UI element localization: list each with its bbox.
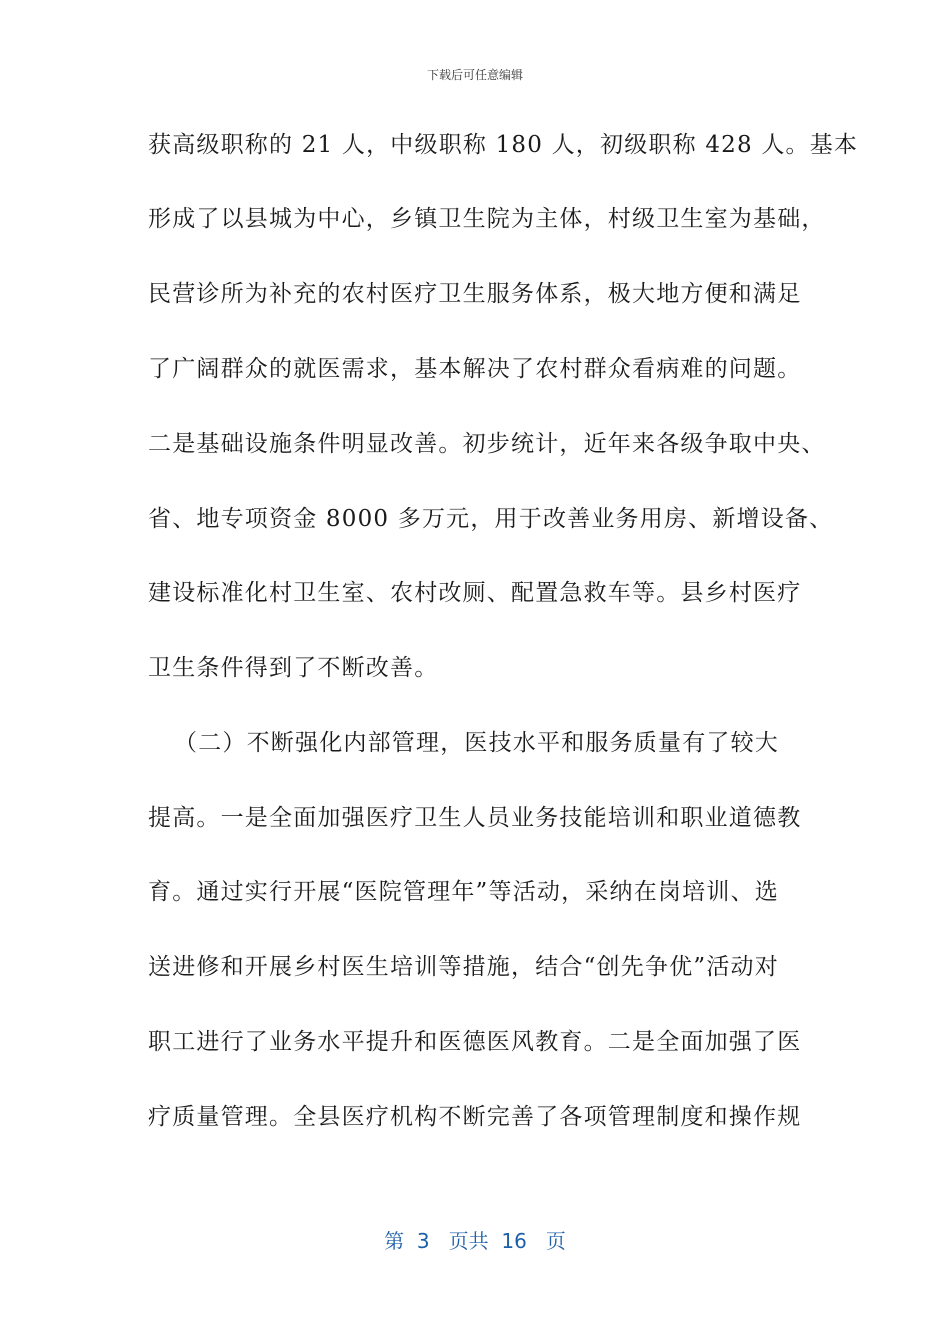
footer-middle: 页共 xyxy=(448,1229,489,1253)
body-line-12: 送进修和开展乡村医生培训等措施，结合“创先争优”活动对 xyxy=(148,954,779,980)
body-line-8: 卫生条件得到了不断改善。 xyxy=(148,655,439,681)
body-line-1: 获高级职称的 21 人，中级职称 180 人，初级职称 428 人。基本 xyxy=(148,132,859,158)
page-header: 下载后可任意编辑 xyxy=(426,68,523,82)
page-footer xyxy=(0,1225,950,1254)
body-line-3: 民营诊所为补充的农村医疗卫生服务体系，极大地方便和满足 xyxy=(148,281,802,307)
body-line-4: 了广阔群众的就医需求，基本解决了农村群众看病难的问题。 xyxy=(148,356,802,382)
footer-total-pages: 16 xyxy=(501,1229,527,1253)
paragraph-heading-line: （二）不断强化内部管理，医技水平和服务质量有了较大 xyxy=(174,730,779,756)
footer-page-number: 3 xyxy=(416,1229,430,1253)
body-line-14: 疗质量管理。全县医疗机构不断完善了各项管理制度和操作规 xyxy=(148,1104,802,1130)
body-line-10: 提高。一是全面加强医疗卫生人员业务技能培训和职业道德教 xyxy=(148,805,802,831)
footer-suffix: 页 xyxy=(545,1229,566,1253)
footer-prefix: 第 xyxy=(384,1229,405,1253)
body-line-2: 形成了以县城为中心，乡镇卫生院为主体，村级卫生室为基础， xyxy=(148,206,826,232)
body-line-11: 育。通过实行开展“医院管理年”等活动，采纳在岗培训、选 xyxy=(148,879,779,905)
body-line-13: 职工进行了业务水平提升和医德医风教育。二是全面加强了医 xyxy=(148,1029,802,1055)
body-line-7: 建设标准化村卫生室、农村改厕、配置急救车等。县乡村医疗 xyxy=(148,580,802,606)
body-line-5: 二是基础设施条件明显改善。初步统计，近年来各级争取中央、 xyxy=(148,431,826,457)
body-line-6: 省、地专项资金 8000 多万元，用于改善业务用房、新增设备、 xyxy=(148,506,834,532)
